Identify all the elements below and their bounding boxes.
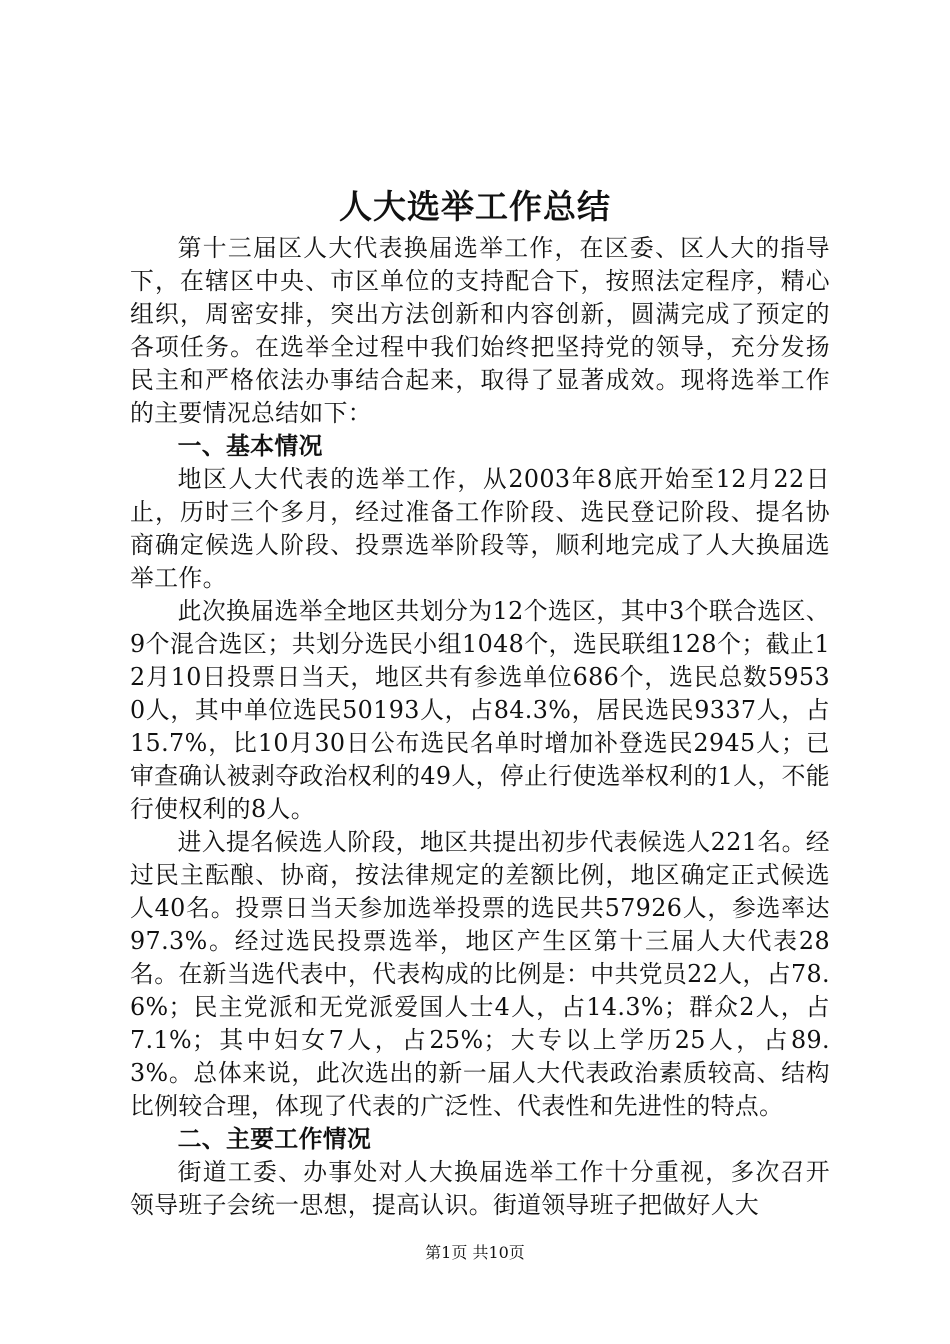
paragraph-election-timeline: 地区人大代表的选举工作，从2003年8底开始至12月22日止，历时三个多月，经过准备工作阶段、选民登记阶段、提名协商确定候选人阶段、投票选举阶段等，顺利地完成了人大换届选举工作。: [130, 465, 830, 592]
paragraph-constituency-stats: 此次换届选举全地区共划分为12个选区，其中3个联合选区、9个混合选区；共划分选民小组1048个，选民联组128个；截止12月10日投票日当天，地区共有参选单位686个，选民总数59530人，其中单位选民50193人，占84.3%，居民选民9337人，占15.7%，比10月30日公布选民名单时增加补登选民2945人；已审查确认被剥夺政治权利的49人，停止行使选举权利的1人，不能行使权利的8人。: [130, 597, 830, 823]
paragraph-candidate-stats: 进入提名候选人阶段，地区共提出初步代表候选人221名。经过民主酝酿、协商，按法律规定的差额比例，地区确定正式候选人40名。投票日当天参加选举投票的选民共57926人，参选率达97.3%。经过选民投票选举，地区产生区第十三届人大代表28名。在新当选代表中，代表构成的比例是：中共党员22人，占78.6%；民主党派和无党派爱国人士4人，占14.3%；群众2人，占7.1%；其中妇女7人，占25%；大专以上学历25人，占89.3%。总体来说，此次选出的新一届人大代表政治素质较高、结构比例较合理，体现了代表的广泛性、代表性和先进性的特点。: [130, 828, 830, 1120]
paragraph-intro: 第十三届区人大代表换届选举工作，在区委、区人大的指导下，在辖区中央、市区单位的支持配合下，按照法定程序，精心组织，周密安排，突出方法创新和内容创新，圆满完成了预定的各项任务。在选举全过程中我们始终把坚持党的领导，充分发扬民主和严格依法办事结合起来，取得了显著成效。现将选举工作的主要情况总结如下：: [130, 234, 830, 427]
document-title: 人大选举工作总结: [339, 187, 611, 226]
heading-basic-situation: 一、基本情况: [177, 432, 323, 460]
heading-main-work: 二、主要工作情况: [177, 1125, 372, 1153]
document-body: [130, 232, 830, 1222]
page-number: 第1页 共10页: [425, 1243, 525, 1262]
paragraph-main-work: 街道工委、办事处对人大换届选举工作十分重视，多次召开领导班子会统一思想，提高认识。街道领导班子把做好人大: [130, 1158, 830, 1219]
